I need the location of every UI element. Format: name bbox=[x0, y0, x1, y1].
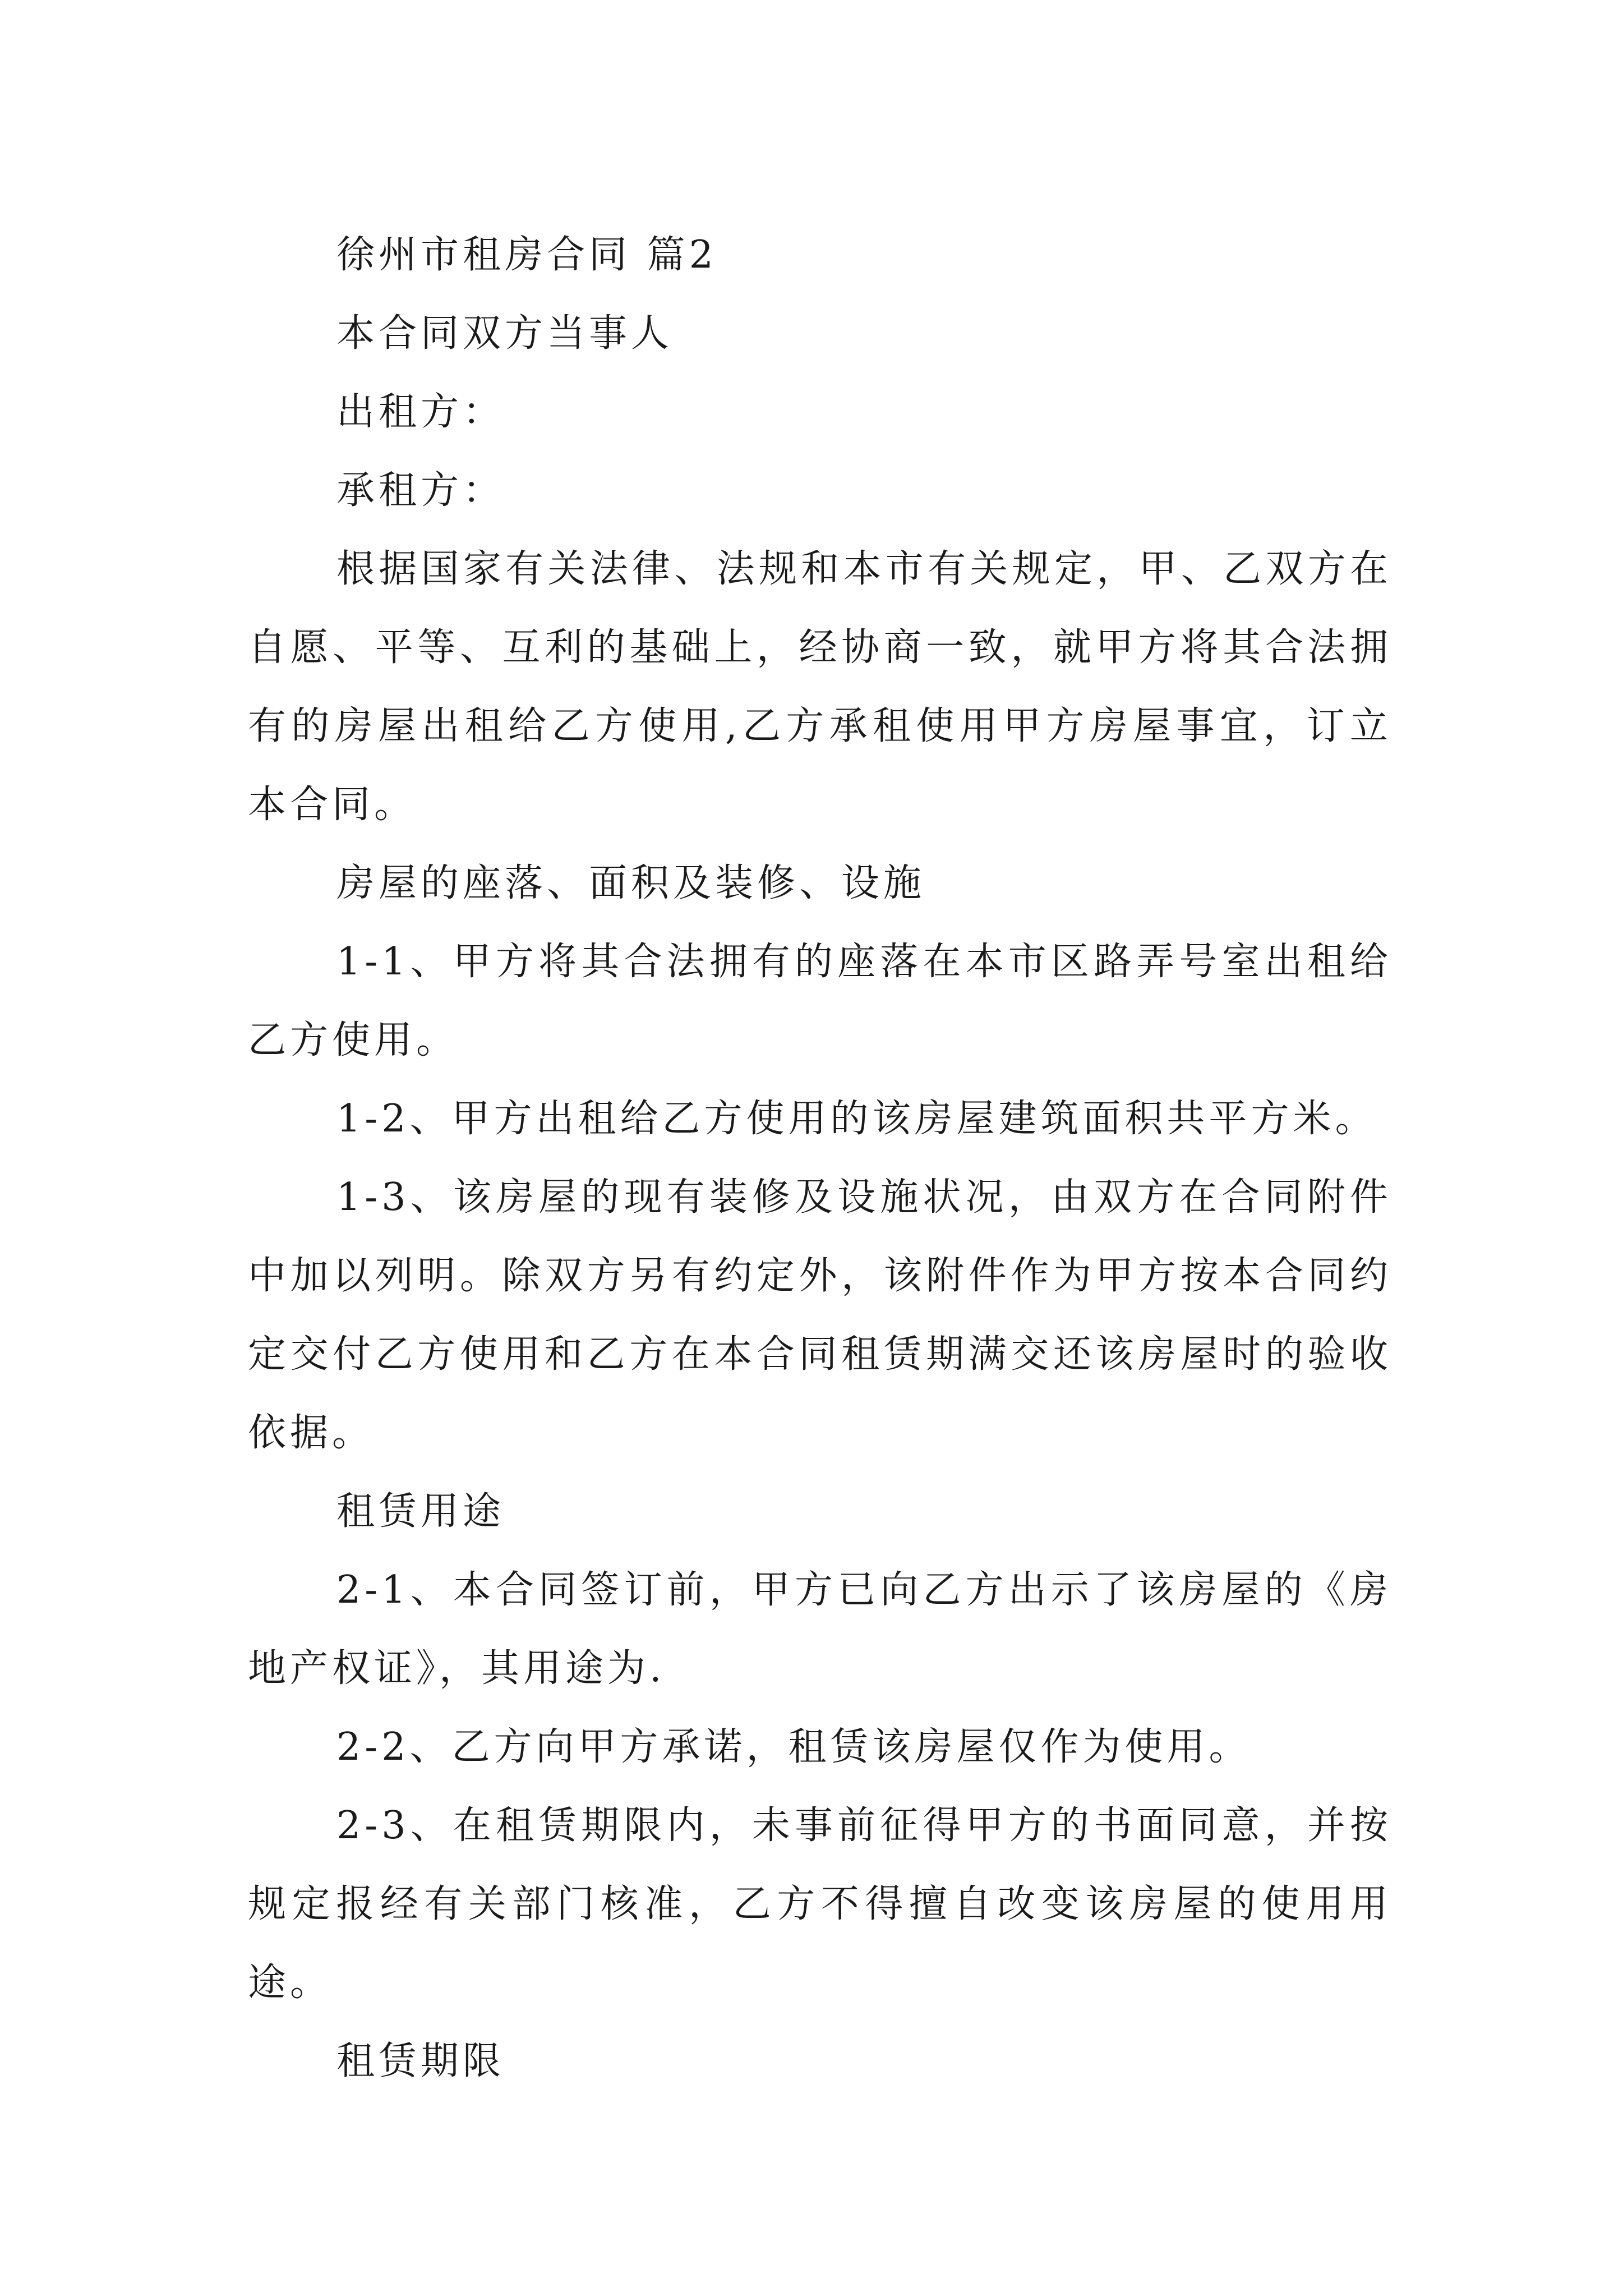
preamble-paragraph: 根据国家有关法律、法规和本市有关规定，甲、乙双方在自愿、平等、互利的基础上，经协商一致，就甲方将其合法拥有的房屋出租给乙方使用,乙方承租使用甲方房屋事宜，订立本合同。 bbox=[248, 547, 1392, 827]
section-heading-premises: 房屋的座落、面积及装修、设施 bbox=[336, 861, 926, 905]
clause-1-1: 1-1、甲方将其合法拥有的座落在本市区路弄号室出租给乙方使用。 bbox=[248, 940, 1392, 1062]
section-heading-term: 租赁期限 bbox=[336, 2039, 505, 2083]
clause-1-3: 1-3、该房屋的现有装修及设施状况，由双方在合同附件中加以列明。除双方另有约定外，该附件作为甲方按本合同约定交付乙方使用和乙方在本合同租赁期满交还该房屋时的验收依据。 bbox=[248, 1175, 1392, 1455]
document-title: 徐州市租房合同 篇2 bbox=[336, 233, 717, 277]
parties-heading: 本合同双方当事人 bbox=[336, 311, 674, 356]
section-heading-usage: 租赁用途 bbox=[336, 1489, 505, 1534]
clause-1-2: 1-2、甲方出租给乙方使用的该房屋建筑面积共平方米。 bbox=[336, 1097, 1377, 1141]
lessor-line: 出租方： bbox=[336, 390, 505, 434]
clause-2-1: 2-1、本合同签订前，甲方已向乙方出示了该房屋的《房地产权证》，其用途为. bbox=[248, 1568, 1392, 1691]
document-body bbox=[248, 216, 1392, 2101]
clause-2-2: 2-2、乙方向甲方承诺，租赁该房屋仅作为使用。 bbox=[336, 1725, 1251, 1769]
lessee-line: 承租方： bbox=[336, 468, 505, 513]
clause-2-3: 2-3、在租赁期限内，未事前征得甲方的书面同意，并按规定报经有关部门核准，乙方不得擅自改变该房屋的使用用途。 bbox=[248, 1803, 1392, 2005]
